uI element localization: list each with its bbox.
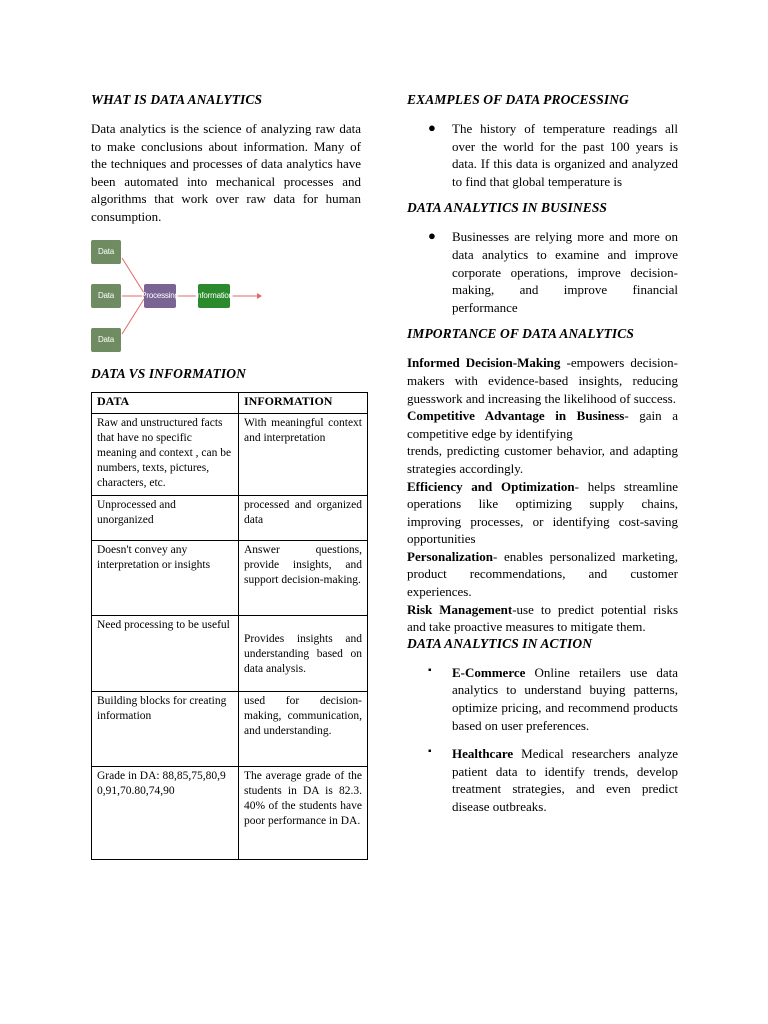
action-term: Healthcare — [452, 746, 514, 762]
table-row — [92, 691, 368, 766]
importance-text: trends, predicting customer behavior, and adapting strategies accordingly. — [407, 443, 678, 476]
table-cell: Need processing to be useful — [92, 615, 239, 691]
importance-term: Personalization — [407, 548, 493, 564]
business-text: Businesses are relying more and more on data analytics to examine and improve corporate operations, improve decision- making, and improve financial performance — [452, 229, 678, 315]
table-cell: processed and organized data — [239, 495, 368, 540]
table-cell: Answer questions, provide insights, and support decision-making. — [239, 540, 368, 615]
list-item — [407, 120, 678, 190]
processing-node: Processing — [144, 284, 176, 308]
heading-importance-of-data-analytics: IMPORTANCE OF DATA ANALYTICS — [407, 326, 634, 342]
table-cell: Provides insights and understanding based on data analysis. — [239, 615, 368, 691]
table-row — [92, 540, 368, 615]
business-list — [407, 228, 678, 316]
bullet-icon: ▪ — [428, 746, 432, 758]
table-cell: Doesn't convey any interpretation or insights — [92, 540, 239, 615]
bullet-icon: ▪ — [428, 664, 432, 676]
table-cell: Raw and unstructured facts that have no specific meaning and context , can be numbers, texts, pictures, characters, etc. — [92, 413, 239, 495]
table-row — [92, 615, 368, 691]
table-row — [92, 413, 368, 495]
table-header-information: INFORMATION — [239, 392, 368, 413]
table-cell: Building blocks for creating information — [92, 691, 239, 766]
importance-text: -empowers decision-makers with evidence-based insights, reducing guesswork and increasing the likelihood of success. — [407, 355, 678, 406]
importance-item — [407, 601, 678, 636]
importance-term: Informed Decision-Making — [407, 355, 561, 371]
bullet-icon: ● — [428, 120, 436, 135]
table-cell: Unprocessed and unorganized — [92, 495, 239, 540]
intro-paragraph: Data analytics is the science of analyzing raw data to make conclusions about information. Many of the techniques and processes of data analytics have been automated into mechanical processes and algorithms that work over raw data for human consumption. — [91, 121, 361, 224]
importance-item — [407, 548, 678, 601]
table-row — [92, 495, 368, 540]
importance-term: Efficiency and Optimization — [407, 478, 575, 494]
data-node-3: Data — [91, 328, 121, 352]
table-header-data: DATA — [92, 392, 239, 413]
action-text: Online retailers use data analytics to understand buying patterns, optimize pricing, and recommend products based on user preferences. — [452, 664, 678, 733]
importance-item — [407, 354, 678, 407]
right-column — [407, 92, 678, 827]
action-term: E-Commerce — [452, 664, 526, 680]
examples-text: The history of temperature readings all over the world for the past 100 years is data. If this data is organized and analyzed to find that global temperature is — [452, 121, 678, 189]
importance-term: Competitive Advantage in Business — [407, 408, 625, 424]
heading-examples-of-data-processing: EXAMPLES OF DATA PROCESSING — [407, 92, 629, 107]
importance-item — [407, 407, 678, 442]
information-node: Information — [198, 284, 230, 308]
data-node-2: Data — [91, 284, 121, 308]
data-flow-diagram — [91, 238, 361, 356]
importance-text: - gain a competitive edge by identifying — [407, 408, 678, 441]
table-cell: Grade in DA: 88,85,75,80,90,91,70.80,74,90 — [92, 766, 239, 859]
examples-list — [407, 120, 678, 190]
importance-item — [407, 442, 678, 477]
importance-text: - enables personalized marketing, product recommendations, and customer experiences. — [407, 548, 678, 600]
heading-what-is-data-analytics: WHAT IS DATA ANALYTICS — [91, 92, 263, 107]
bullet-icon: ● — [428, 228, 436, 244]
action-text: Medical researchers analyze patient data to identify trends, develop treatment strategies, and even predict disease outbreaks. — [452, 746, 678, 814]
importance-text: -use to predict potential risks and take proactive measures to mitigate them. — [407, 601, 678, 635]
importance-term: Risk Management — [407, 601, 513, 617]
importance-text: - helps streamline operations like optimizing supply chains, improving processes, or identifying cost-saving opportunities — [407, 478, 679, 547]
table-row — [92, 766, 368, 859]
list-item — [407, 228, 678, 316]
heading-data-analytics-in-action: DATA ANALYTICS IN ACTION — [407, 635, 593, 651]
table-cell: With meaningful context and interpretation — [239, 413, 368, 495]
heading-data-analytics-in-business: DATA ANALYTICS IN BUSINESS — [407, 200, 608, 216]
action-list — [407, 664, 678, 816]
table-cell: used for decision-making, communication, and understanding. — [239, 691, 368, 766]
left-column — [91, 92, 361, 860]
heading-data-vs-information: DATA VS INFORMATION — [91, 365, 246, 381]
list-item — [407, 745, 678, 815]
list-item — [407, 664, 678, 734]
action-item — [452, 745, 678, 815]
action-item — [452, 664, 678, 734]
importance-item — [407, 478, 678, 548]
table-header-row — [92, 392, 368, 413]
data-vs-information-table — [91, 392, 368, 860]
data-node-1: Data — [91, 240, 121, 264]
table-cell: The average grade of the students in DA is 82.3. 40% of the students have poor performance in DA. — [239, 766, 368, 859]
